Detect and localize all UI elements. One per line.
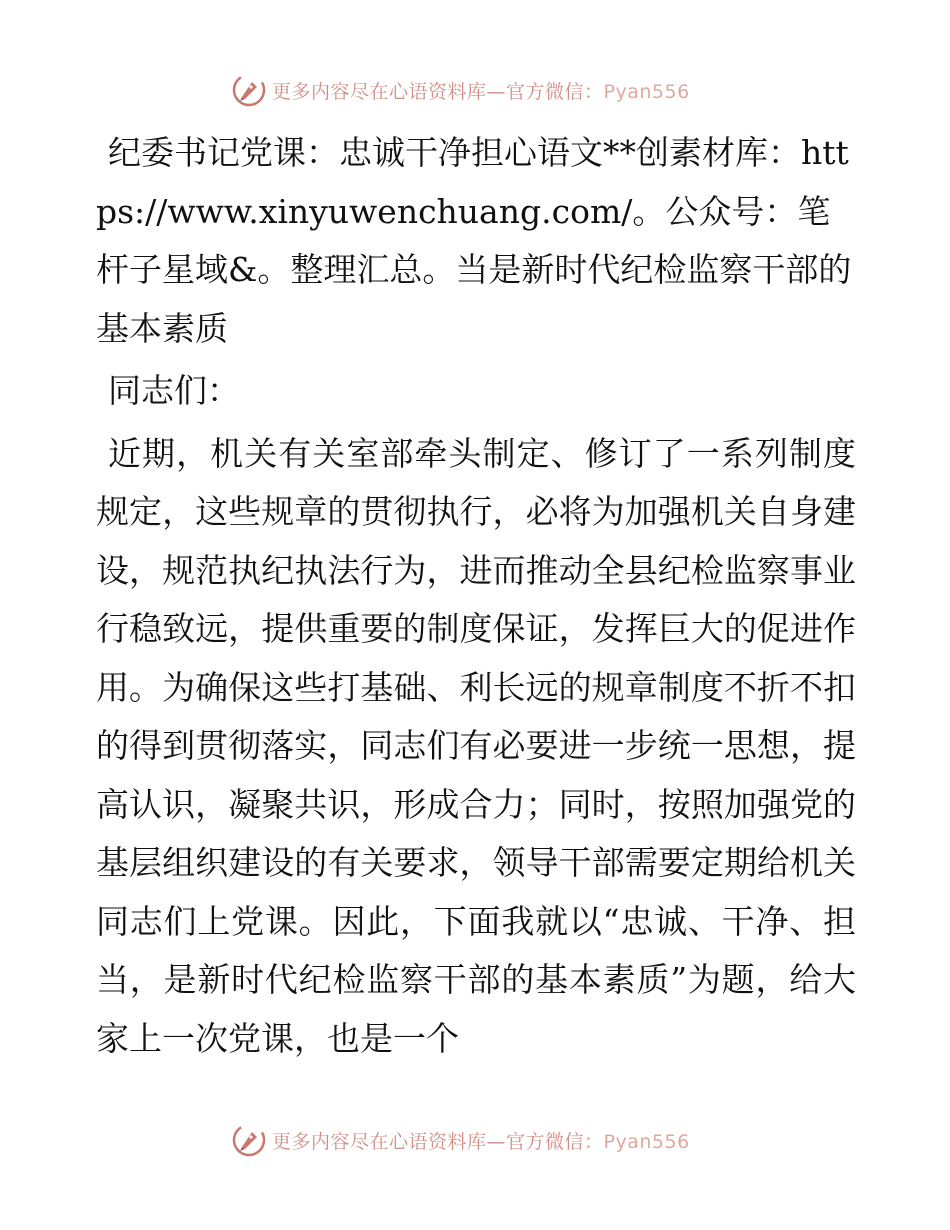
body-paragraph: 近期，机关有关室部牵头制定、修订了一系列制度规定，这些规章的贯彻执行，必将为加强机关自身建设，规范执纪执法行为，进而推动全县纪检监察事业行稳致远，提供重要的制度保证，发挥巨大的促进作用。为确保这些打基础、利长远的规章制度不折不扣的得到贯彻落实，同志们有必要进一步统一思想，提高认识，凝聚共识，形成合力；同时，按照加强党的基层组织建设的有关要求，领导干部需要定期给机关同志们上党课。因此，下面我就以“忠诚、干净、担当，是新时代纪检监察干部的基本素质”为题，给大家上一次党课，也是一个 <box>96 433 856 1058</box>
watermark-label: 更多内容尽在心语资料库—官方微信： <box>272 80 604 103</box>
watermark-text <box>272 1127 690 1154</box>
watermark-text <box>272 77 690 104</box>
document-body <box>96 124 856 1068</box>
greeting: 同志们： <box>108 371 240 410</box>
pen-nib-logo-icon <box>232 1123 266 1157</box>
pen-nib-logo-icon <box>232 73 266 107</box>
footer-watermark <box>232 1122 690 1158</box>
watermark-handle: Pyan556 <box>603 80 690 103</box>
watermark-handle: Pyan556 <box>603 1130 690 1153</box>
document-title: 纪委书记党课：忠诚干净担心语文**创素材库：https://www.xinyuwenchuang.com/。公众号：笔杆子星域&。整理汇总。当是新时代纪检监察干部的基本素质 <box>96 133 852 348</box>
watermark-label: 更多内容尽在心语资料库—官方微信： <box>272 1130 604 1153</box>
header-watermark <box>232 72 690 108</box>
